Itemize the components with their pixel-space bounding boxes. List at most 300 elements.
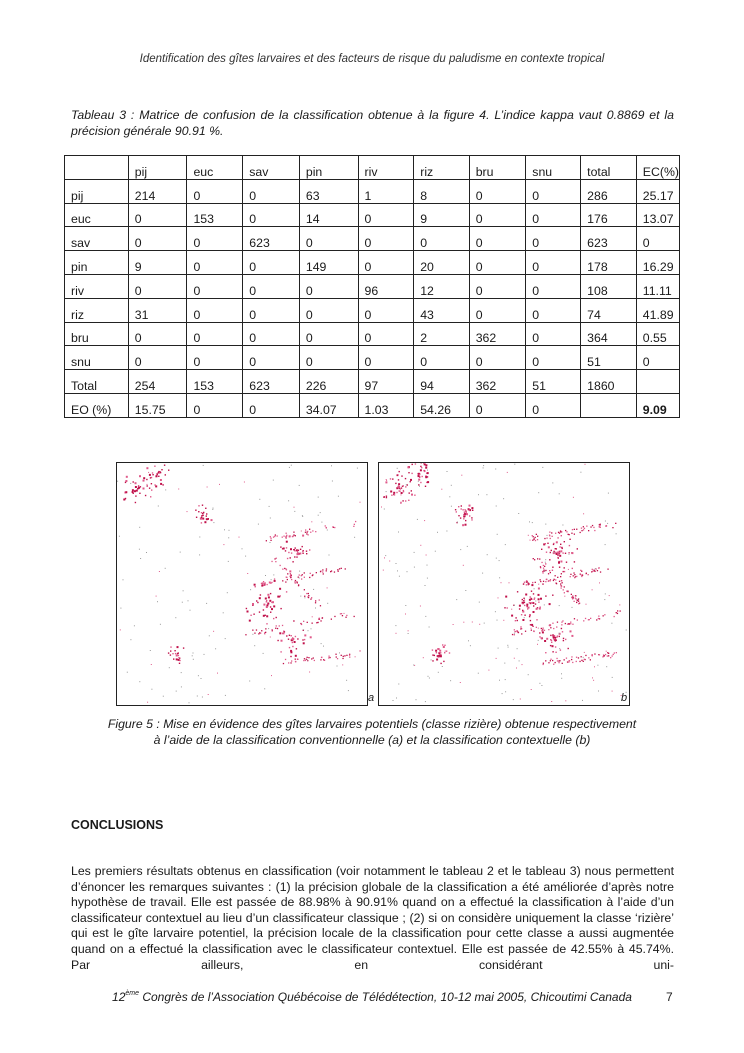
map-speckle [271,582,272,583]
map-speckle [536,619,537,620]
map-speckle [217,673,218,674]
table-cell: 0 [526,227,581,251]
map-speckle [267,584,268,585]
map-speckle [467,546,468,547]
map-speckle [528,535,529,536]
map-speckle [581,528,582,529]
map-speckle [143,488,145,490]
map-speckle [548,573,549,574]
map-speckle [329,555,330,556]
map-speckle [259,597,261,599]
map-speckle [312,623,313,624]
map-speckle [559,555,561,557]
map-speckle [614,616,615,617]
map-speckle [554,579,555,580]
table-cell: 0 [469,274,526,298]
map-speckle [599,526,600,527]
map-speckle [555,575,556,576]
map-speckle [538,584,539,585]
map-speckle [291,660,292,661]
table-cell: 0 [187,322,243,346]
map-speckle [535,540,536,541]
map-speckle [323,659,324,660]
map-speckle [558,553,559,554]
map-speckle [581,530,582,531]
map-speckle [538,594,540,596]
map-speckle [442,644,443,645]
map-speckle [398,479,399,480]
map-speckle [572,662,573,663]
map-speckle [484,623,485,624]
map-speckle [408,630,409,631]
table-cell: riz [414,156,469,180]
map-speckle [569,534,570,535]
map-speckle [190,610,191,611]
map-speckle [147,702,148,703]
map-speckle [201,522,202,523]
map-speckle [291,635,292,636]
map-speckle [179,663,180,664]
map-speckle [425,467,427,469]
map-speckle [318,515,319,516]
map-speckle [211,519,213,521]
map-speckle [577,599,578,600]
map-speckle [158,476,159,477]
map-speckle [568,648,569,649]
map-speckle [181,686,182,687]
map-speckle [564,571,565,572]
map-speckle [531,584,533,586]
table-cell: 94 [414,370,469,394]
map-speckle [320,620,321,621]
map-speckle [318,497,319,498]
map-speckle [509,582,510,583]
map-speckle [354,524,355,525]
map-speckle [596,619,597,620]
map-speckle [615,523,616,524]
map-speckle [466,513,468,515]
map-speckle [564,592,565,593]
map-speckle [555,662,556,663]
map-speckle [268,628,269,629]
map-speckle [603,654,604,655]
map-speckle [438,648,440,650]
map-speckle [548,546,550,548]
map-speckle [406,484,407,485]
map-speckle [309,549,310,550]
map-speckle [285,568,286,569]
map-speckle [524,617,525,618]
map-speckle [514,658,515,659]
map-speckle [483,467,484,468]
map-speckle [517,630,518,631]
map-speckle [538,640,539,641]
map-speckle [537,644,538,645]
map-speckle [289,536,290,537]
map-speckle [550,639,551,640]
map-speckle [556,553,558,555]
map-speckle [533,539,534,540]
map-speckle [535,601,536,602]
map-speckle [283,548,285,550]
map-speckle [578,657,579,658]
map-speckle [271,675,272,676]
map-speckle [312,616,313,617]
map-speckle [290,662,291,663]
map-speckle [290,575,291,576]
map-speckle [419,486,420,487]
map-speckle [543,568,544,569]
map-speckle [507,607,508,608]
map-speckle [573,575,574,576]
map-speckle [426,482,427,483]
table-cell: 623 [581,227,637,251]
map-speckle [542,467,543,468]
table-cell: 20 [414,251,469,275]
table-cell: 0 [243,203,300,227]
map-speckle [488,670,489,671]
map-speckle [282,580,283,581]
map-speckle [479,624,480,625]
map-speckle [561,622,562,623]
map-speckle [545,562,546,563]
map-speckle [203,465,204,466]
map-speckle [550,552,551,553]
map-speckle [161,469,162,470]
map-speckle [285,581,286,582]
map-speckle [566,531,567,532]
map-speckle [192,655,193,656]
map-speckle [539,683,540,684]
map-speckle [519,608,520,609]
map-speckle [328,656,329,657]
map-speckle [265,632,266,633]
map-speckle [139,493,140,494]
map-speckle [442,666,443,667]
map-speckle [526,604,528,606]
map-speckle [550,580,551,581]
map-speckle [398,532,399,533]
map-speckle [381,507,382,508]
map-speckle [250,589,251,590]
map-speckle [440,652,441,653]
map-speckle [428,676,429,677]
map-speckle [202,515,203,516]
map-speckle [308,657,309,658]
table-cell: 0 [128,227,187,251]
map-speckle [205,508,206,509]
map-speckle [264,633,265,634]
map-speckle [552,595,553,596]
map-speckle [316,622,317,623]
map-speckle [349,657,350,658]
map-speckle [155,475,157,477]
map-speckle [434,655,435,656]
map-speckle [555,640,556,641]
table-cell: 153 [187,370,243,394]
map-speckle [341,655,342,656]
map-speckle [620,610,621,611]
map-speckle [514,605,515,606]
map-speckle [302,535,304,537]
map-speckle [266,615,268,617]
map-speckle [297,553,299,555]
map-speckle [496,658,497,659]
map-speckle [254,584,256,586]
map-speckle [390,478,391,479]
map-speckle [542,572,543,573]
map-speckle [592,569,593,570]
map-speckle [293,534,294,535]
map-speckle [523,602,524,603]
map-speckle [561,573,562,574]
row-label-cell: euc [65,203,129,227]
map-speckle [549,559,550,560]
map-speckle [304,572,305,573]
map-speckle [304,658,305,659]
map-speckle [290,557,291,558]
map-speckle [559,581,560,582]
map-speckle [264,688,265,689]
map-speckle [456,511,457,512]
map-speckle [581,571,582,572]
map-speckle [560,576,561,577]
table-cell: 0 [299,322,358,346]
map-speckle [267,603,269,605]
map-speckle [449,496,450,497]
map-speckle [297,551,298,552]
map-speckle [125,498,126,499]
map-speckle [593,527,594,528]
map-speckle [256,629,257,630]
table-cell: 0 [128,322,187,346]
row-label-cell: snu [65,346,129,370]
table-cell: 0 [526,346,581,370]
map-speckle [160,624,161,625]
map-speckle [598,691,599,692]
map-speckle [546,538,547,539]
map-speckle [151,483,152,484]
map-speckle [552,651,553,652]
table-cell: 0 [243,346,300,370]
table-cell: 9.09 [636,393,679,417]
map-speckle [135,482,137,484]
map-speckle [292,642,293,643]
map-speckle [533,593,534,594]
map-speckle [401,475,402,476]
map-speckle [548,629,549,630]
map-speckle [565,639,566,640]
map-speckle [571,533,572,534]
table-cell: 623 [243,227,300,251]
map-speckle [446,651,447,652]
map-speckle [592,525,593,526]
map-speckle [140,558,141,559]
map-speckle [311,658,312,659]
map-speckle [305,660,306,661]
map-speckle [561,547,562,548]
map-speckle [479,602,480,603]
table-cell: 0 [358,322,414,346]
map-speckle [279,632,281,634]
map-speckle [173,658,174,659]
map-speckle [530,624,531,625]
map-speckle [295,580,296,581]
map-speckle [562,552,563,553]
table-cell: 16.29 [636,251,679,275]
table-row [65,298,680,322]
map-speckle [312,530,313,531]
map-speckle [419,474,420,475]
map-speckle [150,477,151,478]
table-cell: 0 [128,346,187,370]
table-cell: 0 [358,203,414,227]
map-speckle [407,484,408,485]
map-speckle [547,543,548,544]
map-speckle [471,517,472,518]
map-speckle [539,608,541,610]
map-speckle [168,470,169,471]
map-speckle [569,539,570,540]
map-speckle [244,482,245,483]
map-speckle [301,531,302,532]
map-speckle [586,604,587,605]
map-speckle [175,653,176,654]
map-speckle [574,529,575,530]
map-speckle [228,537,229,538]
table-cell: 97 [358,370,414,394]
table-cell: 0 [469,393,526,417]
map-speckle [555,579,556,580]
map-speckle [383,570,384,571]
map-speckle [286,541,288,543]
table-cell: 0 [187,298,243,322]
map-speckle [424,471,425,472]
map-speckle [557,660,558,661]
map-speckle [168,652,169,653]
map-speckle [138,485,139,486]
map-speckle [537,539,538,540]
row-label-cell: pij [65,179,129,203]
map-speckle [265,598,267,600]
table-row [65,274,680,298]
table-row [65,393,680,417]
table-cell: 0 [358,227,414,251]
map-speckle [573,497,574,498]
map-speckle [553,544,554,545]
table-cell: 41.89 [636,298,679,322]
map-speckle [287,573,288,574]
map-speckle [273,480,274,481]
map-speckle [413,665,414,666]
map-speckle [530,596,531,597]
map-speckle [541,628,542,629]
map-speckle [523,583,524,584]
map-speckle [213,522,214,523]
map-speckle [599,567,600,568]
map-speckle [568,661,569,662]
map-speckle [540,581,541,582]
map-speckle [213,508,214,509]
map-speckle [295,655,297,657]
table-cell: 0 [299,227,358,251]
figure-panel-b [378,462,630,706]
map-speckle [253,614,254,615]
map-speckle [549,603,551,605]
map-speckle [306,533,307,534]
map-speckle [558,662,559,663]
map-speckle [576,576,577,577]
map-speckle [530,620,531,621]
map-speckle [531,628,532,629]
map-speckle [120,629,121,630]
table-cell: 25.17 [636,179,679,203]
map-speckle [303,642,305,644]
map-speckle [313,589,314,590]
map-speckle [564,541,565,542]
map-speckle [592,589,593,590]
map-speckle [295,661,296,662]
map-speckle [579,661,580,662]
map-speckle [291,579,292,580]
map-speckle [478,673,479,674]
map-speckle [297,582,298,583]
table-cell: 0 [299,274,358,298]
table-cell: pin [299,156,358,180]
map-speckle [550,572,551,573]
row-label-cell: riv [65,274,129,298]
map-speckle [310,532,311,533]
map-speckle [528,583,529,584]
table-cell: 214 [128,179,187,203]
map-speckle [553,664,554,665]
map-speckle [313,657,314,658]
map-speckle [286,547,287,548]
map-speckle [247,611,249,613]
table-cell: 1.03 [358,393,414,417]
map-speckle [307,531,308,532]
map-speckle [562,663,563,664]
map-speckle [289,570,291,572]
map-speckle [557,622,558,623]
map-speckle [204,521,206,523]
map-speckle [496,506,497,507]
map-speckle [311,628,312,629]
map-speckle [568,569,569,570]
map-speckle [165,568,166,569]
table-cell: 0 [128,274,187,298]
map-speckle [528,674,529,675]
map-speckle [225,695,226,696]
footer-conference: Congrès de l’Association Québécoise de Télédétection, 10-12 mai 2005, Chicoutimi Canada [139,990,632,1004]
figure-panel-a [116,462,368,706]
map-speckle [513,699,514,700]
map-speckle [403,491,404,492]
map-speckle [546,638,548,640]
map-speckle [399,471,400,472]
map-speckle [396,492,397,493]
map-speckle [564,567,565,568]
map-speckle [610,657,611,658]
map-speckle [537,536,538,537]
map-speckle [303,621,304,622]
map-speckle [252,634,253,635]
map-speckle [306,659,307,660]
map-speckle [198,675,199,676]
map-speckle [590,618,591,619]
map-speckle [605,593,606,594]
map-speckle [582,700,583,701]
